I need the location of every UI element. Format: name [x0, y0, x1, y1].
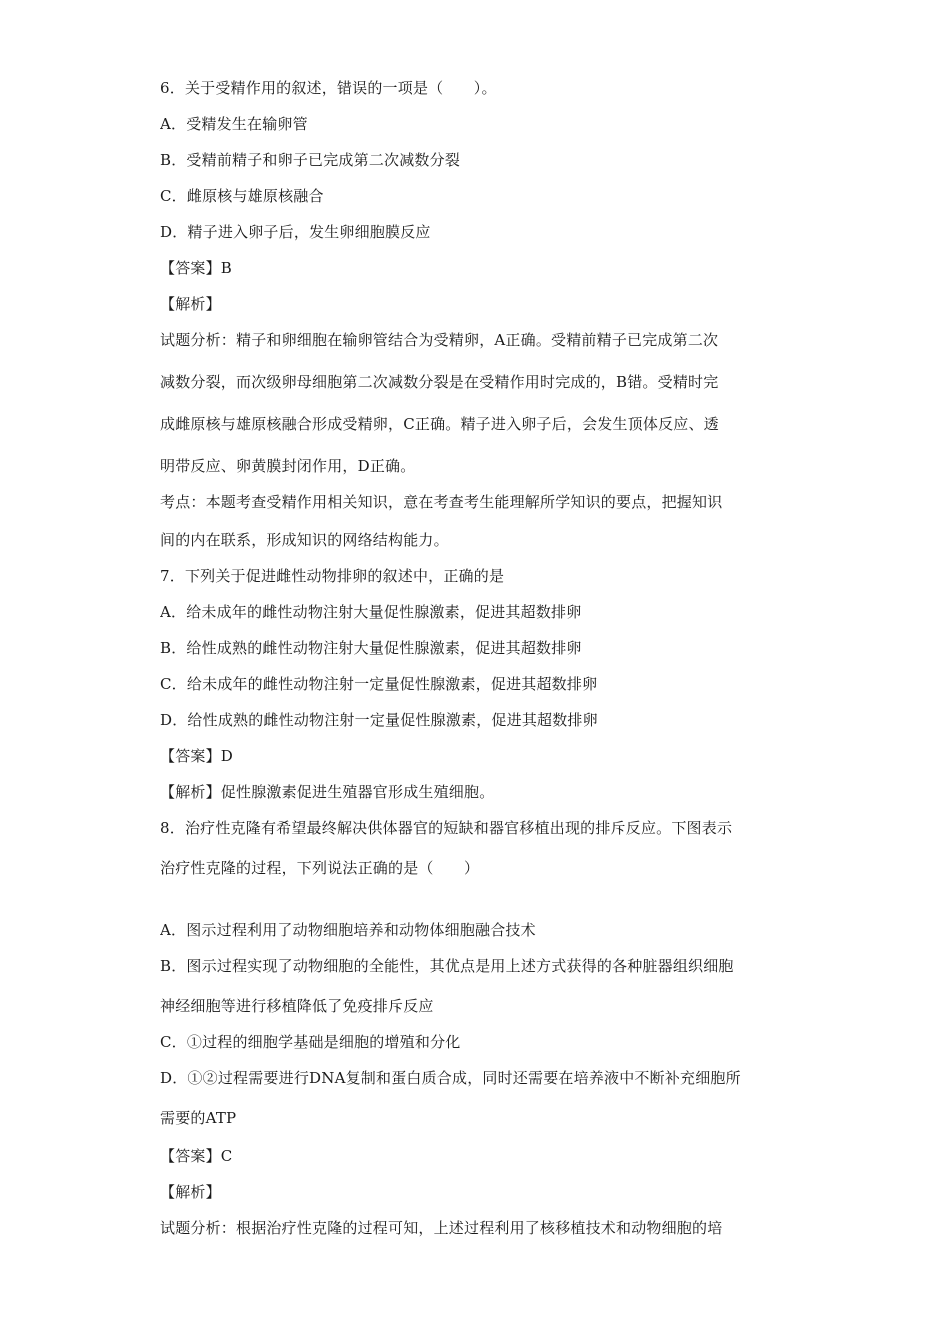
q8-answer: 【答案】C: [160, 1147, 233, 1165]
q6-analysis-line-3: 成雌原核与雄原核融合形成受精卵，C正确。精子进入卵子后，会发生顶体反应、透: [160, 415, 719, 433]
q6-point-line-2: 间的内在联系，形成知识的网络结构能力。: [160, 531, 449, 549]
q6-analysis-line-4: 明带反应、卵黄膜封闭作用，D正确。: [160, 457, 416, 475]
q6-stem: 6．关于受精作用的叙述，错误的一项是（ ）。: [160, 79, 497, 97]
q8-analysis-line-1: 试题分析：根据治疗性克隆的过程可知，上述过程利用了核移植技术和动物细胞的培: [160, 1219, 723, 1237]
q8-option-d: D．①②过程需要进行DNA复制和蛋白质合成，同时还需要在培养液中不断补充细胞所: [160, 1069, 741, 1087]
q8-option-a: A．图示过程利用了动物细胞培养和动物体细胞融合技术: [160, 921, 536, 939]
q6-option-a: A．受精发生在输卵管: [160, 115, 308, 133]
q7-option-c: C．给未成年的雌性动物注射一定量促性腺激素，促进其超数排卵: [160, 675, 598, 693]
q8-stem-line-2: 治疗性克隆的过程，下列说法正确的是（ ）: [160, 859, 480, 877]
q6-analysis-line-1: 试题分析：精子和卵细胞在输卵管结合为受精卵，A正确。受精前精子已完成第二次: [160, 331, 719, 349]
q8-option-b: B．图示过程实现了动物细胞的全能性，其优点是用上述方式获得的各种脏器组织细胞: [160, 957, 734, 975]
q6-option-c: C．雌原核与雄原核融合: [160, 187, 324, 205]
q7-option-b: B．给性成熟的雌性动物注射大量促性腺激素，促进其超数排卵: [160, 639, 582, 657]
q6-point-line-1: 考点：本题考查受精作用相关知识，意在考查考生能理解所学知识的要点，把握知识: [160, 493, 723, 511]
q8-option-c: C．①过程的细胞学基础是细胞的增殖和分化: [160, 1033, 461, 1051]
q8-stem-line-1: 8．治疗性克隆有希望最终解决供体器官的短缺和器官移植出现的排斥反应。下图表示: [160, 819, 733, 837]
q6-analysis-line-2: 减数分裂，而次级卵母细胞第二次减数分裂是在受精作用时完成的，B错。受精时完: [160, 373, 719, 391]
q6-answer: 【答案】B: [160, 259, 233, 277]
q6-analysis-label: 【解析】: [160, 295, 221, 313]
q8-option-b-cont: 神经细胞等进行移植降低了免疫排斥反应: [160, 997, 434, 1015]
q7-option-a: A．给未成年的雌性动物注射大量促性腺激素，促进其超数排卵: [160, 603, 582, 621]
q7-option-d: D．给性成熟的雌性动物注射一定量促性腺激素，促进其超数排卵: [160, 711, 598, 729]
q8-analysis-label: 【解析】: [160, 1183, 221, 1201]
q8-option-d-cont: 需要的ATP: [160, 1109, 237, 1127]
q6-option-d: D．精子进入卵子后，发生卵细胞膜反应: [160, 223, 431, 241]
q6-option-b: B．受精前精子和卵子已完成第二次减数分裂: [160, 151, 461, 169]
q7-stem: 7．下列关于促进雌性动物排卵的叙述中，正确的是: [160, 567, 505, 585]
q7-analysis: 【解析】促性腺激素促进生殖器官形成生殖细胞。: [160, 783, 495, 801]
q7-answer: 【答案】D: [160, 747, 234, 765]
